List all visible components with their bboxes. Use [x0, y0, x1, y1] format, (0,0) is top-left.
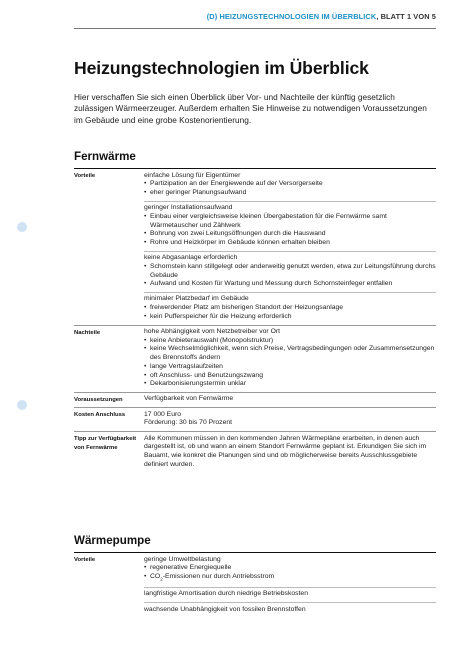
kosten-foerderung: Förderung: 30 bis 70 Prozent [144, 419, 233, 427]
header-section-letter: (D) [206, 12, 218, 21]
group-head: minimaler Platzbedarf im Gebäude [144, 295, 249, 303]
list-item: • regenerative Energiequelle [144, 564, 232, 572]
kosten-amount: 17 000 Euro [144, 410, 182, 418]
group-head: keine Abgasanlage erforderlich [144, 254, 238, 262]
vorteile-group [144, 293, 436, 325]
row-label: Vorteile [74, 173, 96, 179]
punch-hole-bottom [17, 400, 27, 410]
row-tipp [74, 432, 436, 472]
vorteile-group: langfristige Amortisation durch niedrige Betriebskosten [144, 588, 436, 603]
vorteile-group: wachsende Unabhängigkeit von fossilen Brennstoffen [144, 605, 306, 613]
kosten-text [144, 408, 436, 431]
group-head: geringe Umweltbelastung [144, 555, 221, 563]
list-item: • $CO_2$-Emissionen nur durch Antriebsstrom [144, 572, 275, 582]
row-kosten [74, 408, 436, 432]
row-label: Voraussetzungen [74, 396, 123, 403]
row-voraussetzungen [74, 393, 436, 408]
list-item: • eher geringer Planungsaufwand [144, 188, 247, 196]
nachteile-group [144, 326, 436, 392]
row-label: Tipp zur Verfügbarkeit von Fernwärme [74, 436, 137, 451]
list-item: • Partizipation an der Energiewende auf der Versorgerseite [144, 180, 323, 188]
row-vorteile [74, 169, 436, 326]
group-head: hohe Abhängigkeit vom Netzbetreiber vor Ort [144, 328, 281, 336]
section-fernwaerme [74, 150, 436, 472]
vorteile-group [144, 553, 436, 588]
header-topic: HEIZUNGSTECHNOLOGIEN IM ÜBERBLICK [219, 12, 377, 21]
tipp-text: Alle Kommunen müssen in den kommenden Jahren Wärmepläne erarbeiten, in denen auch dargestellt ist, ob und wann an einem Standort Fernwärme geplant ist. Erkundigen Sie sich im Bauamt, wie konkret die Planungen sind und ob möglicherweise bereits Ausschlussgebiete definiert wurden. [144, 434, 427, 468]
vorteile-group [144, 169, 436, 202]
list-item: • keine Anbieterauswahl (Monopolstruktur) [144, 336, 274, 344]
list-item: • Dekarbonisierungstermin unklar [144, 380, 246, 388]
row-label: Nachteile [74, 329, 101, 336]
list-item: • Schornstein kann stillgelegt oder anderweitig genutzt werden, etwa zur Leitungsführung durchs Gebäude [144, 262, 436, 279]
list-item: • Rohre und Heizkörper im Gebäude können erhalten bleiben [144, 238, 330, 246]
section-waermepumpe [74, 534, 436, 617]
list-item: • freiwerdender Platz am bisherigen Standort der Heizungsanlage [144, 304, 344, 312]
list-item: • Einbau einer vergleichsweise kleinen Übergabestation für die Fernwärme samt Wärmetauscher und Zählwerk [144, 212, 387, 229]
vorteile-content [144, 169, 436, 325]
nachteile-content [144, 326, 436, 392]
intro-text: Hier verschaffen Sie sich einen Überblick über Vor- und Nachteile der künftig gesetzlich zulässigen Wärmeerzeuger. Außerdem erhalten Sie Hinweise zu notwendigen Voraussetzungen im Gebäude und eine grobe Kostenorientierung. [74, 92, 427, 125]
list-item: • Bohrung von zwei Leitungsöffnungen durch die Hauswand [144, 230, 326, 238]
section-title-waermepumpe: Wärmepumpe [74, 534, 151, 547]
row-label: Vorteile [74, 557, 96, 563]
header-rule [74, 28, 436, 29]
list-item: • kein Pufferspeicher für die Heizung erforderlich [144, 312, 292, 320]
group-head: einfache Lösung für Eigentümer [144, 171, 241, 179]
vorteile-group [144, 252, 436, 293]
row-vorteile [74, 553, 436, 617]
running-header: (D) HEIZUNGSTECHNOLOGIEN IM ÜBERBLICK, BLATT 1 VON 5 [206, 12, 436, 21]
page-title: Heizungstechnologien im Überblick [74, 58, 369, 78]
row-nachteile [74, 326, 436, 393]
vorteile-group [144, 202, 436, 252]
list-item: • keine Wechselmöglichkeit, wenn sich Preise, Vertragsbedingungen oder Zusammensetzungen des Brennstoffs ändern [144, 345, 435, 362]
list-item: • lange Vertragslaufzeiten [144, 362, 223, 370]
punch-hole-top [17, 222, 27, 232]
list-item: • oft Anschluss- und Benutzungszwang [144, 371, 263, 379]
section-title-fernwaerme: Fernwärme [74, 150, 136, 163]
header-sheet: BLATT 1 VON 5 [380, 12, 436, 21]
voraussetzungen-text: Verfügbarkeit von Fernwärme [144, 395, 234, 403]
row-label: Kosten Anschluss [74, 412, 126, 419]
group-head: geringer Installationsaufwand [144, 204, 233, 212]
list-item: • Aufwand und Kosten für Wartung und Messung durch Schornsteinfeger entfallen [144, 280, 393, 288]
